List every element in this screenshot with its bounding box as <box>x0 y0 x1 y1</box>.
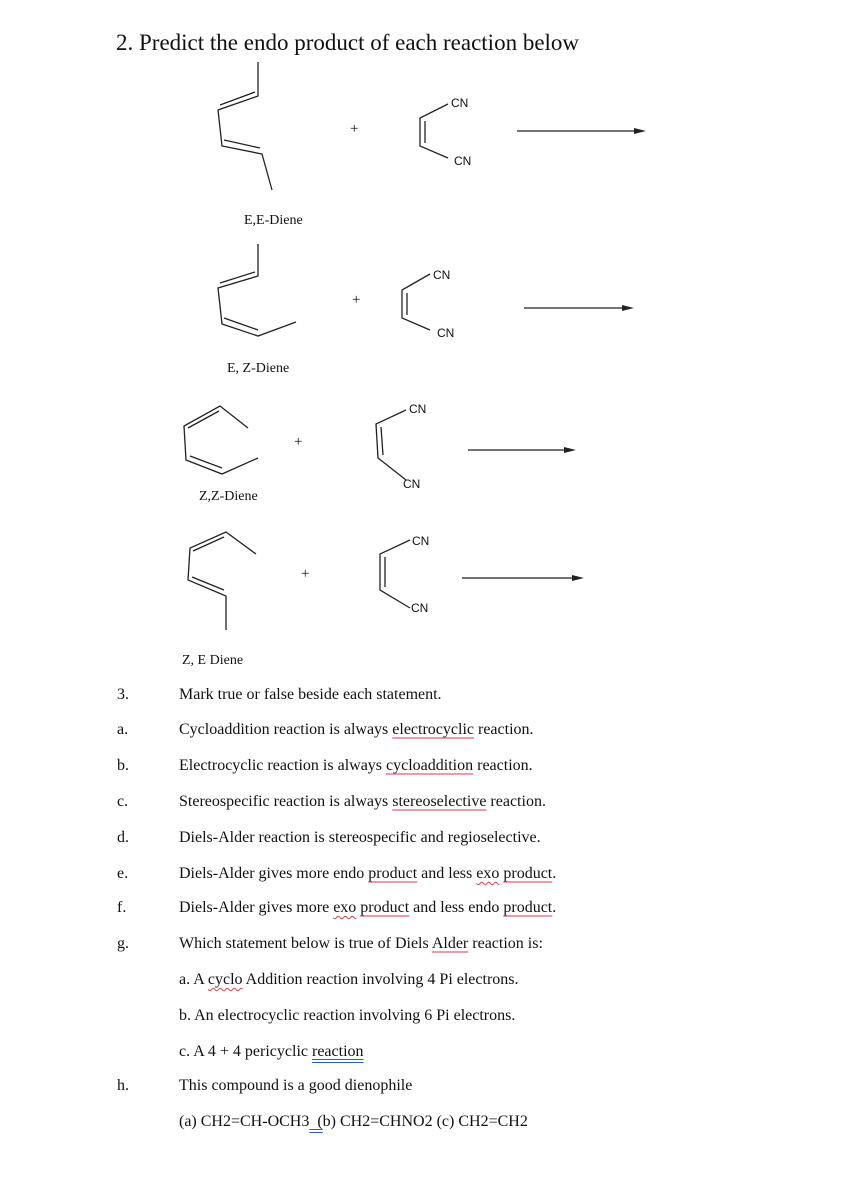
cn-label: CN <box>412 534 430 548</box>
cn-label: CN <box>409 402 427 416</box>
cn-label: CN <box>451 96 469 110</box>
option-g-c: c. A 4 + 4 pericyclic reaction <box>179 1043 364 1060</box>
spelling-error-mark: exo <box>333 899 357 916</box>
plus-sign: + <box>294 434 303 450</box>
statement-text: Cycloaddition reaction is always electrocyclic reaction. <box>179 721 534 738</box>
statement-letter: h. <box>117 1077 129 1094</box>
grammar-mark: ( <box>309 1113 323 1130</box>
question-2-title: 2. Predict the endo product of each reaction below <box>116 30 580 55</box>
statement-letter: c. <box>117 793 129 810</box>
spellcheck-mark: product <box>360 899 410 916</box>
cn-label: CN <box>403 477 421 491</box>
statement-text: Electrocyclic reaction is always cycloaddition reaction. <box>179 757 533 774</box>
statement-text: Diels-Alder reaction is stereospecific and regioselective. <box>179 829 541 846</box>
statement-letter: e. <box>117 865 129 882</box>
question-number: 3. <box>117 686 129 703</box>
spellcheck-mark: electrocyclic <box>392 721 474 738</box>
spellcheck-mark: product <box>368 865 418 882</box>
diene-label-ze: Z, E Diene <box>182 653 244 668</box>
option-g-b: b. An electrocyclic reaction involving 6 Pi electrons. <box>179 1007 516 1024</box>
cn-label: CN <box>454 154 472 168</box>
plus-sign: + <box>301 566 310 582</box>
statement-letter: f. <box>117 899 127 916</box>
option-g-a: a. A cyclo Addition reaction involving 4 Pi electrons. <box>179 971 519 988</box>
spellcheck-mark: Alder <box>431 935 469 952</box>
question-3-text: Mark true or false beside each statement. <box>179 686 442 703</box>
statement-letter: b. <box>117 757 129 774</box>
spellcheck-mark: stereoselective <box>392 793 487 810</box>
plus-sign: + <box>350 121 359 137</box>
dienophile-choices: (a) CH2=CH-OCH3 (b) CH2=CHNO2 (c) CH2=CH2 <box>179 1113 528 1130</box>
statement-letter: d. <box>117 829 129 846</box>
spellcheck-mark: product <box>503 865 553 882</box>
statement-text: Diels-Alder gives more exo product and less endo product. <box>179 899 557 916</box>
diene-label-ez: E, Z-Diene <box>227 361 290 376</box>
grammar-mark: reaction <box>311 1043 364 1060</box>
spelling-error-mark: exo <box>476 865 500 882</box>
diene-label-ee: E,E-Diene <box>244 213 303 228</box>
statement-letter: g. <box>117 935 129 952</box>
plus-sign: + <box>352 292 361 308</box>
cn-label: CN <box>437 326 455 340</box>
cn-label: CN <box>433 268 451 282</box>
diene-skeleton <box>188 532 256 630</box>
statement-text: Diels-Alder gives more endo product and less exo product. <box>179 865 557 882</box>
arrowhead <box>572 575 584 581</box>
statement-letter: a. <box>117 721 129 738</box>
statement-text: Stereospecific reaction is always stereoselective reaction. <box>179 793 546 810</box>
spellcheck-mark: product <box>503 899 553 916</box>
spellcheck-mark: cycloaddition <box>386 757 474 774</box>
spelling-error-mark: cyclo <box>207 971 243 988</box>
diene-label-zz: Z,Z-Diene <box>199 489 258 504</box>
cn-label: CN <box>411 601 429 615</box>
statement-text: Which statement below is true of Diels Alder reaction is: <box>179 935 543 952</box>
statement-text: This compound is a good dienophile <box>179 1077 413 1094</box>
